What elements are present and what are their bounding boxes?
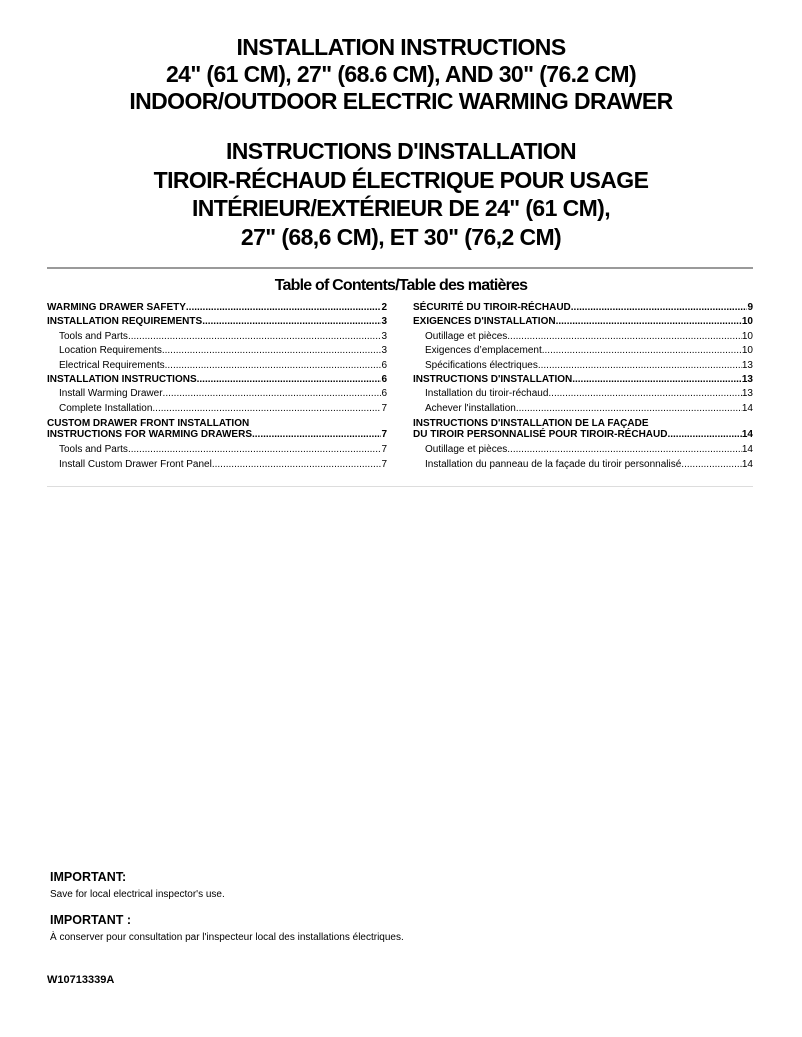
toc-entry-label: INSTRUCTIONS D'INSTALLATION bbox=[413, 374, 573, 386]
dot-leader bbox=[197, 373, 382, 387]
title-fr-line: INTÉRIEUR/EXTÉRIEUR DE 24" (61 CM), bbox=[191, 195, 611, 221]
dot-leader bbox=[128, 443, 382, 457]
toc-page-number: 10 bbox=[741, 330, 753, 342]
toc-entry-label: INSTRUCTIONS FOR WARMING DRAWERS bbox=[47, 429, 252, 441]
toc-entry-line1: CUSTOM DRAWER FRONT INSTALLATION bbox=[47, 418, 250, 430]
title-fr-line: 27" (68,6 CM), ET 30" (76,2 CM) bbox=[240, 223, 562, 250]
dot-leader bbox=[252, 429, 381, 440]
toc-entry-label: WARMING DRAWER SAFETY bbox=[47, 302, 186, 313]
dot-leader bbox=[572, 373, 742, 387]
toc-page-number: 3 bbox=[381, 345, 387, 357]
toc-entry-label: Location Requirements bbox=[59, 345, 162, 357]
toc-entry[interactable] bbox=[413, 402, 753, 416]
dot-leader bbox=[507, 443, 742, 457]
title-en-line: INSTALLATION INSTRUCTIONS bbox=[236, 34, 566, 60]
part-number: W10713339A bbox=[47, 974, 115, 986]
toc-page-number: 14 bbox=[741, 429, 753, 441]
toc-entry[interactable] bbox=[47, 387, 387, 401]
toc-entry[interactable] bbox=[413, 330, 753, 344]
toc-page-number: 6 bbox=[381, 359, 387, 371]
toc-page-number: 7 bbox=[381, 429, 387, 441]
document-title bbox=[0, 34, 802, 251]
toc-page-number: 3 bbox=[381, 330, 387, 342]
important-text: Save for local electrical inspector's use. bbox=[50, 889, 225, 900]
toc-page-number: 14 bbox=[741, 444, 753, 456]
toc-entry[interactable] bbox=[413, 344, 753, 358]
dot-leader bbox=[571, 301, 748, 315]
toc-entry[interactable] bbox=[47, 315, 387, 329]
title-fr-line: TIROIR-RÉCHAUD ÉLECTRIQUE POUR USAGE bbox=[153, 166, 649, 193]
toc-entry[interactable] bbox=[413, 315, 753, 329]
dot-leader bbox=[163, 387, 382, 401]
toc-entry-label: Spécifications électriques bbox=[425, 359, 538, 371]
toc-entry[interactable] bbox=[47, 301, 387, 315]
important-heading: IMPORTANT: bbox=[50, 870, 127, 884]
dot-leader bbox=[212, 458, 382, 472]
toc-entry[interactable] bbox=[413, 373, 753, 387]
toc-entry-line1: INSTRUCTIONS D'INSTALLATION DE LA FAÇADE bbox=[413, 418, 649, 430]
toc-title: Table of Contents/Table des matières bbox=[274, 277, 528, 294]
toc-entry-label: INSTALLATION INSTRUCTIONS bbox=[47, 374, 197, 386]
important-heading: IMPORTANT : bbox=[50, 913, 132, 927]
toc-entry-label: INSTALLATION REQUIREMENTS bbox=[47, 316, 203, 328]
important-note-en bbox=[50, 870, 225, 900]
toc-entry-label: Complete Installation bbox=[59, 402, 153, 414]
toc-entry-label: Electrical Requirements bbox=[59, 359, 165, 371]
dot-leader bbox=[202, 315, 381, 329]
toc-page-number: 13 bbox=[741, 388, 753, 400]
toc-entry-label: SÉCURITÉ DU TIROIR-RÉCHAUD bbox=[413, 302, 571, 313]
important-note-fr bbox=[50, 913, 404, 943]
toc-page-number: 14 bbox=[741, 402, 753, 414]
toc-page-number: 13 bbox=[741, 359, 753, 371]
toc-page-number: 2 bbox=[381, 302, 387, 313]
toc-entry[interactable] bbox=[47, 429, 387, 440]
dot-leader bbox=[162, 344, 382, 358]
toc-page-number: 7 bbox=[381, 458, 387, 470]
dot-leader bbox=[681, 458, 742, 472]
toc-entry-label: Tools and Parts bbox=[59, 444, 128, 456]
toc-entry[interactable] bbox=[413, 301, 753, 315]
dot-leader bbox=[516, 402, 742, 416]
dot-leader bbox=[152, 402, 381, 416]
title-en-line: INDOOR/OUTDOOR ELECTRIC WARMING DRAWER bbox=[129, 88, 673, 114]
toc-entry-label: Installation du tiroir-réchaud bbox=[425, 388, 549, 400]
divider bbox=[47, 267, 753, 269]
toc-page-number: 13 bbox=[741, 374, 753, 386]
dot-leader bbox=[507, 330, 742, 344]
dot-leader bbox=[667, 429, 741, 440]
toc-page-number: 9 bbox=[747, 302, 753, 313]
dot-leader bbox=[548, 387, 741, 401]
toc-english bbox=[47, 301, 387, 472]
toc-entry[interactable] bbox=[47, 359, 387, 373]
toc-page-number: 10 bbox=[741, 345, 753, 357]
toc-page-number: 6 bbox=[381, 388, 387, 400]
toc-entry[interactable] bbox=[47, 344, 387, 358]
dot-leader bbox=[542, 344, 742, 358]
toc-page-number: 6 bbox=[381, 374, 387, 386]
toc-entry-label: Outillage et pièces bbox=[425, 444, 508, 456]
title-en-line: 24" (61 CM), 27" (68.6 CM), AND 30" (76.2 CM) bbox=[165, 61, 637, 87]
dot-leader bbox=[128, 330, 382, 344]
toc-page-number: 3 bbox=[381, 316, 387, 328]
toc-page-number: 7 bbox=[381, 402, 387, 414]
divider bbox=[47, 486, 753, 487]
toc-entry-label: EXIGENCES D'INSTALLATION bbox=[413, 316, 556, 328]
toc-entry-label: Tools and Parts bbox=[59, 330, 128, 342]
toc-entry-label: Exigences d’emplacement bbox=[425, 345, 542, 357]
toc-entry[interactable] bbox=[413, 429, 753, 440]
toc-entry[interactable] bbox=[413, 458, 753, 472]
toc-entry-label: Outillage et pièces bbox=[425, 330, 508, 342]
toc-entry[interactable] bbox=[47, 458, 387, 472]
dot-leader bbox=[186, 301, 382, 315]
dot-leader bbox=[556, 315, 742, 329]
toc-entry-label: Achever l'installation bbox=[425, 402, 516, 414]
toc-entry[interactable] bbox=[47, 373, 387, 387]
toc-page-number: 7 bbox=[381, 444, 387, 456]
toc-entry[interactable] bbox=[413, 443, 753, 457]
toc-entry[interactable] bbox=[413, 387, 753, 401]
toc-french bbox=[413, 301, 753, 472]
dot-leader bbox=[165, 359, 382, 373]
title-fr-line: INSTRUCTIONS D'INSTALLATION bbox=[225, 138, 576, 164]
important-text: À conserver pour consultation par l'inspecteur local des installations électriques. bbox=[50, 932, 404, 943]
toc-page-number: 14 bbox=[741, 458, 753, 470]
toc-entry-label: Install Warming Drawer bbox=[59, 388, 163, 400]
toc-entry-label: Install Custom Drawer Front Panel bbox=[59, 458, 212, 470]
toc-entry-label: Installation du panneau de la façade du tiroir personnalisé bbox=[425, 458, 682, 470]
toc-entry[interactable] bbox=[47, 402, 387, 416]
dot-leader bbox=[538, 359, 742, 373]
toc-entry[interactable] bbox=[47, 443, 387, 457]
toc-entry[interactable] bbox=[413, 359, 753, 373]
toc-entry[interactable] bbox=[47, 330, 387, 344]
toc-page-number: 10 bbox=[741, 316, 753, 328]
toc-entry-label: DU TIROIR PERSONNALISÉ POUR TIROIR-RÉCHAUD bbox=[413, 429, 668, 441]
